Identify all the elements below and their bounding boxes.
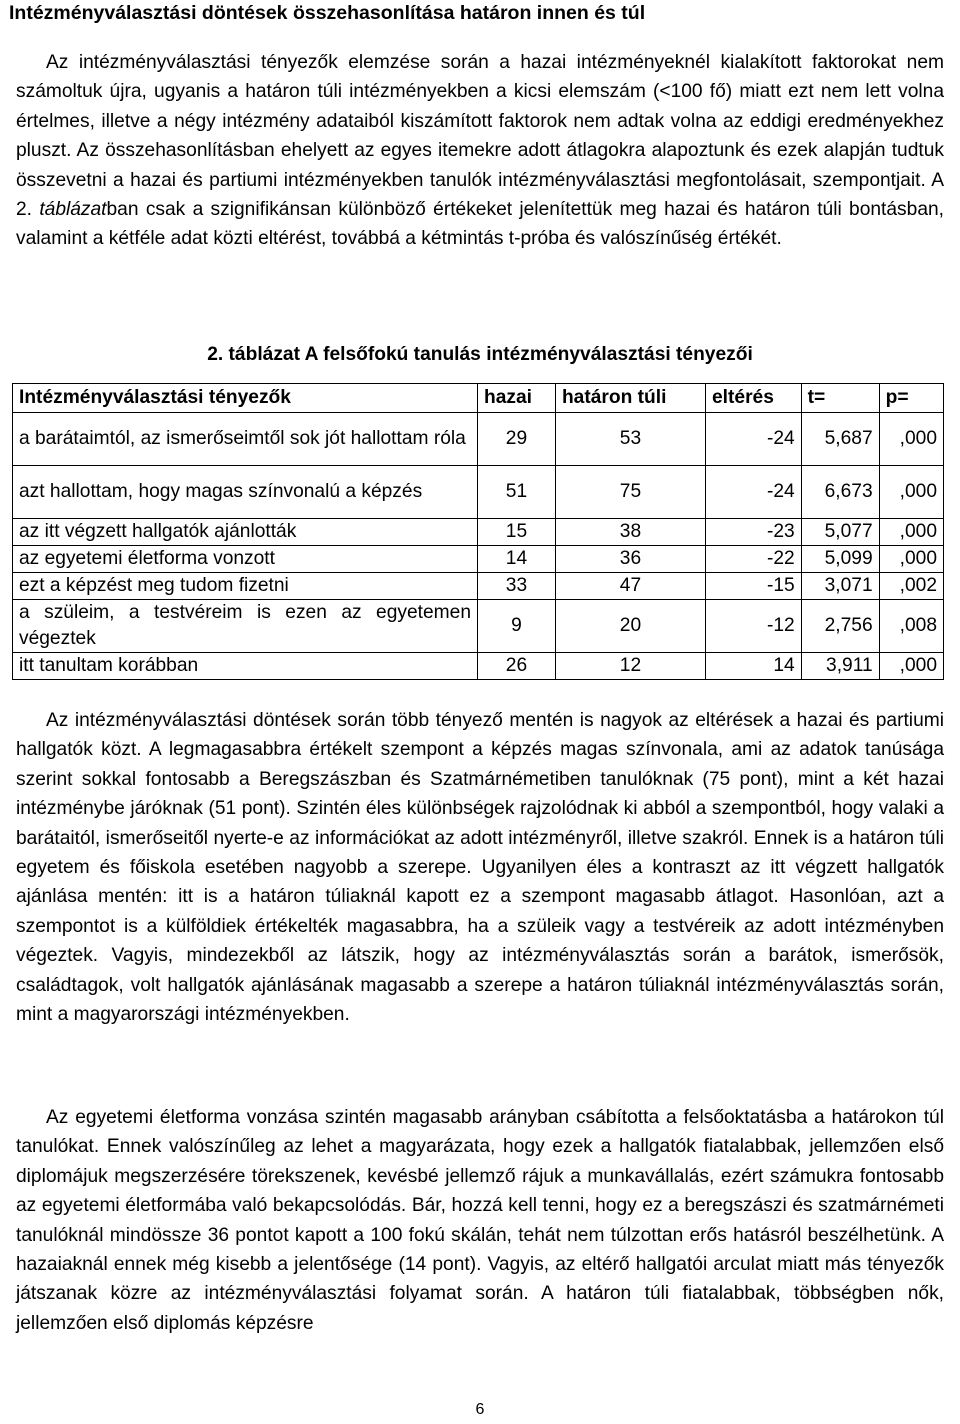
hazai-cell: 9: [478, 600, 556, 653]
p-cell: ,000: [879, 466, 943, 519]
p-cell: ,002: [879, 573, 943, 600]
p-cell: ,000: [879, 519, 943, 546]
header-elteres: eltérés: [706, 384, 802, 413]
table-row: [13, 653, 944, 680]
intro-text-italic: táblázat: [39, 199, 107, 221]
table-row: [13, 519, 944, 546]
page-number: 6: [475, 1401, 485, 1418]
elteres-cell: -24: [706, 466, 802, 519]
t-cell: 5,077: [801, 519, 879, 546]
hazai-cell: 51: [478, 466, 556, 519]
elteres-cell: -22: [706, 546, 802, 573]
hataron-tuli-cell: 75: [555, 466, 705, 519]
factor-cell: az itt végzett hallgatók ajánlották: [13, 519, 478, 546]
table-row: [13, 466, 944, 519]
factor-cell: a szüleim, a testvéreim is ezen az egyetemen végeztek: [13, 600, 478, 653]
factor-cell: itt tanultam korábban: [13, 653, 478, 680]
intro-text-end: ban csak a szignifikánsan különböző értékeket jelenítettük meg hazai és határon túli bontásban, valamint a kétféle adat közti eltérést, továbbá a kétmintás t-próba és valószínűség értékét.: [16, 199, 944, 250]
table-row: [13, 600, 944, 653]
intro-text-start: Az intézményválasztási tényezők elemzése során a hazai intézményeknél kialakított faktorokat nem számoltuk újra, ugyanis a határon túli intézményekben a kicsi elemszám (<100 fő) miatt ezt nem lett volna értelmes, illetve a négy intézmény adataiból kiszámított faktorok nem adtak volna az eddigi eredményekhez pluszt. Az összehasonlításban ehelyett az egyes itemekre adott átlagokra alapoztunk és ezek alapján tudtuk összevetni a hazai és partiumi intézményekben tanulók intézményválasztási megfontolásait, szempontjait. A 2.: [16, 52, 944, 221]
hazai-cell: 33: [478, 573, 556, 600]
factor-cell: ezt a képzést meg tudom fizetni: [13, 573, 478, 600]
hataron-tuli-cell: 47: [555, 573, 705, 600]
lifestyle-paragraph: [16, 1103, 944, 1338]
p-cell: ,000: [879, 546, 943, 573]
header-p: p=: [879, 384, 943, 413]
header-hazai: hazai: [478, 384, 556, 413]
factor-cell: a barátaimtól, az ismerőseimtől sok jót hallottam róla: [13, 413, 478, 466]
t-cell: 5,687: [801, 413, 879, 466]
header-t: t=: [801, 384, 879, 413]
intro-paragraph: [16, 48, 944, 254]
hazai-cell: 14: [478, 546, 556, 573]
elteres-cell: -23: [706, 519, 802, 546]
elteres-cell: -15: [706, 573, 802, 600]
p-cell: ,008: [879, 600, 943, 653]
elteres-cell: -12: [706, 600, 802, 653]
t-cell: 3,911: [801, 653, 879, 680]
t-cell: 3,071: [801, 573, 879, 600]
elteres-cell: 14: [706, 653, 802, 680]
hataron-tuli-cell: 36: [555, 546, 705, 573]
t-cell: 5,099: [801, 546, 879, 573]
table-header-row: [13, 384, 944, 413]
factor-cell: az egyetemi életforma vonzott: [13, 546, 478, 573]
header-factor: Intézményválasztási tényezők: [13, 384, 478, 413]
factors-table: [12, 383, 944, 680]
t-cell: 2,756: [801, 600, 879, 653]
hazai-cell: 26: [478, 653, 556, 680]
hataron-tuli-cell: 12: [555, 653, 705, 680]
hataron-tuli-cell: 38: [555, 519, 705, 546]
header-hataron-tuli: határon túli: [555, 384, 705, 413]
table-caption: 2. táblázat A felsőfokú tanulás intézményválasztási tényezői: [207, 344, 753, 365]
table-row: [13, 413, 944, 466]
analysis-paragraph: [16, 706, 944, 1029]
t-cell: 6,673: [801, 466, 879, 519]
table-row: [13, 573, 944, 600]
p-cell: ,000: [879, 653, 943, 680]
p-cell: ,000: [879, 413, 943, 466]
hazai-cell: 29: [478, 413, 556, 466]
lifestyle-text: Az egyetemi életforma vonzása szintén magasabb arányban csábította a felsőoktatásba a határokon túl tanulókat. Ennek valószínűleg az lehet a magyarázata, hogy ezek a hallgatók fiatalabbak, jellemzően első diplomájuk megszerzésére törekszenek, kevésbé jellemző rájuk a munkavállalás, ezért számukra fontosabb az egyetemi életformába való bekapcsolódás. Bár, hozzá kell tenni, hogy ez a beregszászi és szatmárnémeti tanulóknál mindössze 36 pontot kapott a 100 fokú skálán, tehát nem túlzottan erős hatásról beszélhetünk. A hazaiaknál ennek még kisebb a jelentősége (14 pont). Vagyis, az eltérő hallgatói arculat miatt más tényezők játszanak közre az intézményválasztási folyamat során. A határon túli fiatalabbak, többségben nők, jellemzően első diplomás képzésre: [16, 1107, 944, 1334]
section-heading: Intézményválasztási döntések összehasonlítása határon innen és túl: [9, 2, 646, 24]
analysis-text: Az intézményválasztási döntések során több tényező mentén is nagyok az eltérések a hazai és partiumi hallgatók közt. A legmagasabbra értékelt szempont a képzés magas színvonala, ami az adatok tanúsága szerint sokkal fontosabb a Beregszászban és Szatmárnémetiben tanulóknak (75 pont), mint a két hazai intézménybe járóknak (51 pont). Szintén éles különbségek rajzolódnak ki abból a szempontból, hogy valaki a barátaitól, ismerőseitől nyerte-e az információkat az adott intézményről, illetve szakról. Ennek is a határon túli egyetem és főiskola esetében nagyobb a szerepe. Ugyanilyen éles a kontraszt az itt végzett hallgatók ajánlása mentén: itt is a határon túliaknál kapott ez a szempont magasabb átlagot. Hasonlóan, azt a szempontot is a külföldiek értékelték magasabbra, ha a szüleik vagy a testvéreik az adott intézményben végeztek. Vagyis, mindezekből az látszik, hogy az intézményválasztás során a barátok, ismerősök, családtagok, volt hallgatók ajánlásának magasabb a szerepe a határon túliaknál intézményválasztás során, mint a magyarországi intézményekben.: [16, 710, 944, 1026]
hataron-tuli-cell: 20: [555, 600, 705, 653]
factor-cell: azt hallottam, hogy magas színvonalú a képzés: [13, 466, 478, 519]
hataron-tuli-cell: 53: [555, 413, 705, 466]
table-row: [13, 546, 944, 573]
elteres-cell: -24: [706, 413, 802, 466]
hazai-cell: 15: [478, 519, 556, 546]
